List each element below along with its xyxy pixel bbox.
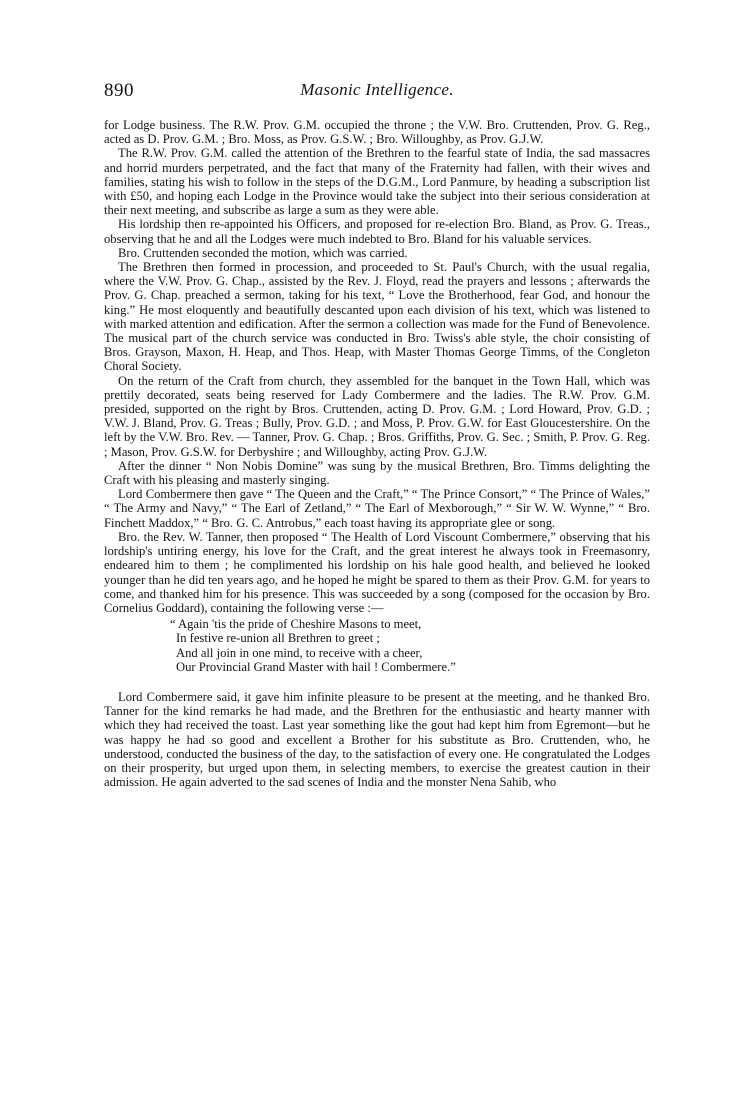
paragraph: The Brethren then formed in procession, and proceeded to St. Paul's Church, with the usual regalia, where the V.W. Prov. G. Chap., assisted by the Rev. J. Floyd, read the prayers and lessons ; afterwards the Prov. G. Chap. preached a sermon, taking for his text, “ Love the Brotherhood, fear God, and honour the king.” He most eloquently and beautifully descanted upon each division of his text, which was listened to with marked attention and edification. After the sermon a collection was made for the Fund of Benevolence. The musical part of the church service was conducted in Bro. Twiss's able style, the choir consisting of Bros. Grayson, Maxon, H. Heap, and Thos. Heap, with Master Thomas George Timms, of the Congleton Choral Society. <box>104 260 650 374</box>
page-header <box>104 80 650 106</box>
paragraph: Lord Combermere then gave “ The Queen and the Craft,” “ The Prince Consort,” “ The Prince of Wales,” “ The Army and Navy,” “ The Earl of Zetland,” “ The Earl of Mexborough,” “ Sir W. W. Wynne,” “ Bro. Finchett Maddox,” “ Bro. G. C. Antrobus,” each toast having its appropriate glee or song. <box>104 487 650 530</box>
paragraph: Bro. the Rev. W. Tanner, then proposed “ The Health of Lord Viscount Combermere,” observing that his lordship's untiring energy, his love for the Craft, and the great interest he always took in Freemasonry, endeared him to them ; he complimented his lordship on his hale good health, and believed he looked younger than he did ten years ago, and he hoped he might be spared to them as their Prov. G.M. for years to come, and thanked him for his presence. This was succeeded by a song (composed for the occasion by Bro. Cornelius Goddard), containing the following verse :— <box>104 529 650 615</box>
journal-page <box>104 80 650 789</box>
article-body <box>104 118 650 789</box>
paragraph: On the return of the Craft from church, they assembled for the banquet in the Town Hall, which was prettily decorated, seats being reserved for Lady Combermere and the ladies. The R.W. Prov. G.M. presided, supported on the right by Bros. Cruttenden, acting D. Prov. G.M. ; Lord Howard, Prov. G.D. ; V.W. J. Bland, Prov. G. Treas ; Bully, Prov. G.D. ; and Moss, P. Prov. G.W. for East Gloucestershire. On the left by the V.W. Bro. Rev. — Tanner, Prov. G. Chap. ; Bros. Griffiths, Prov. G. Sec. ; Smith, P. Prov. G. Reg. ; Mason, Prov. G.S.W. for Derbyshire ; and Willoughby, acting Prov. G.J.W. <box>104 373 650 459</box>
paragraph: for Lodge business. The R.W. Prov. G.M. occupied the throne ; the V.W. Bro. Cruttenden, Prov. G. Reg., acted as D. Prov. G.M. ; Bro. Moss, as Prov. G.S.W. ; Bro. Willoughby, as Prov. G.J.W. <box>104 118 650 147</box>
paragraph: Lord Combermere said, it gave him infinite pleasure to be present at the meeting, and he thanked Bro. Tanner for the kind remarks he had made, and the Brethren for the enthusiastic and hearty manner with which they had received the toast. Last year something like the gout had kept him from Egremont—but he was happy he had so good and excellent a Brother for his substitute as Bro. Cruttenden, who, he understood, conducted the business of the day, to the satisfaction of every one. He congratulated the Lodges on their prosperity, but urged upon them, in selecting members, to exercise the greatest caution in their admission. He again adverted to the sad scenes of India and the monster Nena Sahib, who <box>104 689 650 790</box>
verse-line: And all join in one mind, to receive with a cheer, <box>176 645 423 660</box>
verse-line: Our Provincial Grand Master with hail ! Combermere.” <box>176 659 456 674</box>
verse-block <box>170 617 650 674</box>
verse-line: “ Again 'tis the pride of Cheshire Masons to meet, <box>170 617 422 632</box>
running-title: Masonic Intelligence. <box>300 80 454 99</box>
page-number: 890 <box>104 80 134 101</box>
paragraph: The R.W. Prov. G.M. called the attention of the Brethren to the fearful state of India, the sad massacres and horrid murders perpetrated, and the fact that many of the Fraternity had fallen, with their wives and families, stating his wish to follow in the steps of the D.G.M., Lord Panmure, by heading a subscription list with £50, and hoping each Lodge in the Province would take the subject into their serious consideration at their next meeting, and subscribe as large a sum as they were able. <box>104 146 650 218</box>
paragraph: After the dinner “ Non Nobis Domine” was sung by the musical Brethren, Bro. Timms delighting the Craft with his pleasing and masterly singing. <box>104 458 650 488</box>
paragraph: His lordship then re-appointed his Officers, and proposed for re-election Bro. Bland, as Prov. G. Treas., observing that he and all the Lodges were much indebted to Bro. Bland for his valuable services. <box>104 217 650 246</box>
verse-line: In festive re-union all Brethren to greet ; <box>176 631 380 646</box>
paragraph: Bro. Cruttenden seconded the motion, which was carried. <box>118 245 408 260</box>
